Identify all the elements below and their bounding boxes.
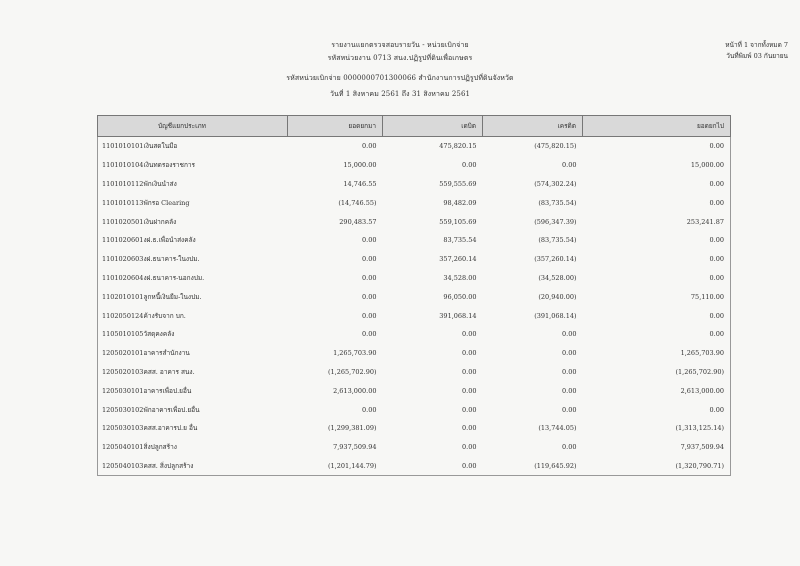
report-title: รายงานแยกตรวจสอบรายวัน - หน่วยเบิกจ่าย (331, 41, 469, 49)
table-row (98, 193, 731, 212)
account-code: 1105010105 (98, 325, 138, 344)
credit-amount: (20,940.00) (538, 292, 577, 301)
credit-amount: (357,260.14) (534, 255, 577, 264)
header-debit: เดบิต (383, 116, 483, 137)
table-row (98, 363, 731, 382)
account-name: วัสดุคงคลัง (143, 330, 175, 339)
account-code: 1205030103 (98, 419, 138, 438)
account-name: เงินทดรองราชการ (143, 161, 196, 170)
account-name: อาคารเพื่อป.ยอื่น (143, 386, 192, 395)
debit-amount: 0.00 (462, 443, 477, 452)
account-name: คสส.อาคารป.ย อื่น (143, 424, 198, 433)
account-code: 1101020604 (98, 269, 138, 288)
opening-balance: 15,000.00 (343, 161, 377, 170)
credit-amount: 0.00 (562, 443, 577, 452)
closing-balance: (1,313,125.14) (583, 419, 731, 438)
account-code: 1101010104 (98, 156, 138, 175)
header-account: บัญชีแยกประเภท (98, 116, 288, 137)
table-row (98, 325, 731, 344)
account-name: พักอาคารเพื่อป.ยอื่น (143, 405, 200, 414)
table-row (98, 381, 731, 400)
table-row (98, 287, 731, 306)
credit-amount: (119,645.92) (483, 457, 583, 476)
credit-amount: 0.00 (562, 330, 577, 339)
closing-balance: 0.00 (583, 231, 731, 250)
ledger-table (97, 115, 731, 476)
opening-balance: 14,746.55 (343, 179, 377, 188)
opening-balance: 2,613,000.00 (333, 386, 377, 395)
credit-amount: (34,528.00) (538, 273, 577, 282)
debit-amount: 83,735.54 (443, 236, 477, 245)
closing-balance: 2,613,000.00 (583, 381, 731, 400)
closing-balance: 0.00 (583, 175, 731, 194)
table-row (98, 457, 731, 476)
account-code: 1102010101 (98, 287, 138, 306)
debit-amount: 0.00 (462, 424, 477, 433)
account-name: เงินฝากคลัง (143, 217, 177, 226)
account-code: 1205040101 (98, 438, 138, 457)
table-row (98, 137, 731, 156)
table-row (98, 419, 731, 438)
table-row (98, 438, 731, 457)
table-row (98, 175, 731, 194)
disbursement-unit-line: รหัสหน่วยเบิกจ่าย 0000000701300066 สำนักงานการปฏิรูปที่ดินจังหวัด (286, 74, 514, 82)
closing-balance: 0.00 (583, 193, 731, 212)
account-name: งฝ.ธ.เพื่อนำส่งคลัง (143, 236, 196, 245)
credit-amount: (83,735.54) (538, 236, 577, 245)
debit-amount: 357,260.14 (439, 255, 477, 264)
opening-balance: (1,201,144.79) (288, 457, 383, 476)
opening-balance: 1,265,703.90 (333, 349, 377, 358)
debit-amount: 559,555.69 (439, 179, 477, 188)
account-name: งฝ.ธนาคาร-นอกงปม. (143, 273, 205, 282)
closing-balance: 0.00 (583, 250, 731, 269)
account-name: อาคารสำนักงาน (143, 349, 190, 358)
debit-amount: 0.00 (462, 367, 477, 376)
closing-balance: 7,937,509.94 (583, 438, 731, 457)
header-closing: ยอดยกไป (583, 116, 731, 137)
credit-amount: (391,068.14) (534, 311, 577, 320)
print-date: วันที่พิมพ์ 03 กันยายน (726, 52, 788, 60)
credit-amount: (475,820.15) (534, 142, 577, 151)
opening-balance: (1,265,702.90) (328, 367, 377, 376)
opening-balance: 0.00 (362, 330, 377, 339)
debit-amount: 0.00 (462, 330, 477, 339)
credit-amount: 0.00 (562, 161, 577, 170)
credit-amount: (574,302.24) (534, 179, 577, 188)
account-code: 1205030102 (98, 400, 138, 419)
closing-balance: 0.00 (583, 325, 731, 344)
account-code: 1101010101 (98, 137, 138, 156)
page-number: หน้าที่ 1 จากทั้งหมด 7 (725, 41, 788, 49)
table-row (98, 156, 731, 175)
debit-amount: 96,050.00 (443, 292, 477, 301)
account-code: 1205020101 (98, 344, 138, 363)
agency-code-line: รหัสหน่วยงาน 0713 สนง.ปฏิรูปที่ดินเพื่อเกษตร (327, 54, 473, 62)
debit-amount: 0.00 (462, 349, 477, 358)
table-header-row (98, 116, 731, 137)
account-name: พักเงินนำส่ง (143, 179, 177, 188)
account-name: สิ่งปลูกสร้าง (143, 443, 177, 452)
account-code: 1102050124 (98, 306, 138, 325)
date-range-line: วันที่ 1 สิงหาคม 2561 ถึง 31 สิงหาคม 2561 (329, 90, 471, 98)
credit-amount: (13,744.05) (538, 424, 577, 433)
credit-amount: 0.00 (562, 386, 577, 395)
account-name: คสส. อาคาร สนง. (143, 367, 195, 376)
credit-amount: 0.00 (562, 405, 577, 414)
account-name: คสส. สิ่งปลูกสร้าง (138, 457, 288, 476)
account-name: เงินสดในมือ (143, 142, 178, 151)
debit-amount: 0.00 (462, 405, 477, 414)
closing-balance: 1,265,703.90 (583, 344, 731, 363)
table-row (98, 212, 731, 231)
debit-amount: 559,105.69 (439, 217, 477, 226)
debit-amount: 0.00 (462, 161, 477, 170)
table-row (98, 269, 731, 288)
header-credit: เครดิต (483, 116, 583, 137)
credit-amount: (83,735.54) (538, 198, 577, 207)
page-info (725, 40, 788, 62)
opening-balance: 0.00 (362, 405, 377, 414)
account-code: 1205030101 (98, 381, 138, 400)
opening-balance: (14,746.55) (338, 198, 377, 207)
account-code: 1101010113 (98, 193, 138, 212)
account-name: ลูกหนี้เงินยืม-ในงปม. (143, 292, 202, 301)
opening-balance: 0.00 (362, 311, 377, 320)
account-name: พักรอ Clearing (143, 198, 190, 207)
closing-balance: (1,265,702.90) (583, 363, 731, 382)
debit-amount: 98,482.09 (443, 198, 477, 207)
header-opening: ยอดยกมา (288, 116, 383, 137)
opening-balance: 290,483.57 (339, 217, 377, 226)
account-code: 1101020501 (98, 212, 138, 231)
table-row (98, 400, 731, 419)
opening-balance: 0.00 (362, 273, 377, 282)
credit-amount: 0.00 (562, 367, 577, 376)
closing-balance: 0.00 (583, 400, 731, 419)
account-code: 1101010112 (98, 175, 138, 194)
account-code: 1205020103 (98, 363, 138, 382)
opening-balance: 7,937,509.94 (333, 443, 377, 452)
debit-amount: 34,528.00 (443, 273, 477, 282)
closing-balance: 253,241.87 (583, 212, 731, 231)
account-code: 1101020601 (98, 231, 138, 250)
credit-amount: 0.00 (562, 349, 577, 358)
opening-balance: 0.00 (362, 255, 377, 264)
credit-amount: (596,347.39) (534, 217, 577, 226)
opening-balance: (1,299,381.09) (328, 424, 377, 433)
account-code: 1101020603 (98, 250, 138, 269)
table-row (98, 344, 731, 363)
account-name: งฝ.ธนาคาร-ในงปม. (143, 255, 200, 264)
opening-balance: 0.00 (362, 292, 377, 301)
closing-balance: 0.00 (583, 306, 731, 325)
debit-amount: 0.00 (383, 457, 483, 476)
opening-balance: 0.00 (362, 142, 377, 151)
opening-balance: 0.00 (362, 236, 377, 245)
closing-balance: 75,110.00 (583, 287, 731, 306)
debit-amount: 475,820.15 (439, 142, 477, 151)
closing-balance: 0.00 (583, 269, 731, 288)
closing-balance: 0.00 (583, 137, 731, 156)
account-code: 1205040103 (98, 457, 138, 476)
debit-amount: 391,068.14 (439, 311, 477, 320)
closing-balance: 15,000.00 (583, 156, 731, 175)
debit-amount: 0.00 (462, 386, 477, 395)
account-name: ค้างรับจาก บก. (143, 311, 186, 320)
table-row (98, 306, 731, 325)
table-row (98, 250, 731, 269)
table-row (98, 231, 731, 250)
closing-balance: (1,320,790.71) (583, 457, 731, 476)
